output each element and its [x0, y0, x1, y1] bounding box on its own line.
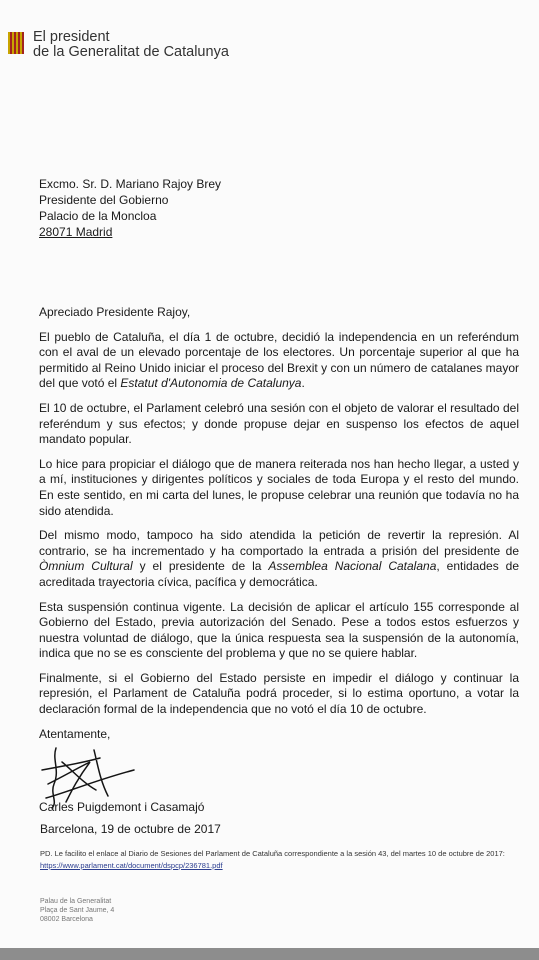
- paragraph-4-middle: y el presidente de la: [132, 559, 269, 574]
- place-and-date: Barcelona, 19 de octubre de 2017: [40, 822, 221, 836]
- recipient-building: Palacio de la Moncloa: [39, 209, 157, 223]
- closing: Atentamente,: [39, 726, 111, 741]
- paragraph-1-text: El pueblo de Cataluña, el día 1 de octubre, decidió la independencia en un referéndum con el aval de un elevado porcentaje de los electores. Un porcentaje superior al que ha permitido al Reino Unido iniciar el proceso del Brexit y con un número de catalanes mayor del que votó el: [39, 329, 519, 391]
- paragraph-4-end: , entidades de acreditada trayectoria cívica, pacífica y democrática.: [39, 559, 519, 589]
- signer-name: Carles Puigdemont i Casamajó: [39, 800, 205, 814]
- paragraph-1-end: .: [301, 376, 305, 391]
- letter-body: [39, 305, 519, 742]
- postscript-link[interactable]: https://www.parlament.cat/document/dspcp/236781.pdf: [40, 860, 223, 870]
- paragraph-4: [39, 528, 519, 590]
- anc-name: Assemblea Nacional Catalana: [268, 559, 437, 574]
- postscript: [40, 848, 525, 871]
- footer-address: [40, 897, 114, 924]
- recipient-title: Presidente del Gobierno: [39, 193, 169, 207]
- footer-line-1: Palau de la Generalitat: [40, 898, 112, 905]
- recipient-postcode-city: 28071 Madrid: [39, 225, 113, 239]
- paragraph-5: Esta suspensión continua vigente. La decisión de aplicar el artículo 155 corresponde al Gobierno del Estado, previa autorización del Senado. Pese a todos estos esfuerzos y nuestra voluntad de diálogo, que la única respuesta sea la suspensión de la autonomía, indica que no se es consciente del problema y que no se quiere hablar.: [39, 599, 519, 661]
- greeting: Apreciado Presidente Rajoy,: [39, 305, 191, 319]
- catalan-flag-icon: [8, 32, 24, 54]
- paragraph-4-text: Del mismo modo, tampoco ha sido atendida la petición de revertir la represión. Al contrario, se ha incrementado y ha comportado la entrada a prisión del presidente de: [39, 528, 519, 558]
- statute-name: Estatut d'Autonomia de Catalunya: [120, 376, 302, 391]
- omnium-name: Òmnium Cultural: [39, 559, 133, 574]
- footer-line-3: 08002 Barcelona: [40, 916, 93, 923]
- bottom-strip: [0, 948, 539, 960]
- recipient-name: Excmo. Sr. D. Mariano Rajoy Brey: [39, 177, 222, 191]
- paragraph-1: [39, 330, 519, 392]
- recipient-address: [39, 176, 221, 240]
- letterhead-line-2: de la Generalitat de Catalunya: [33, 44, 229, 60]
- paragraph-6: Finalmente, si el Gobierno del Estado persiste en impedir el diálogo y continuar la represión, el Parlament de Cataluña podrá proceder, si lo estima oportuno, a votar la declaración formal de la independencia que no votó el día 10 de octubre.: [39, 670, 519, 717]
- letterhead-line-1: El president: [33, 29, 110, 45]
- paragraph-2: El 10 de octubre, el Parlament celebró una sesión con el objeto de valorar el resultado del referéndum y sus efectos; y donde propuse dejar en suspenso los efectos de aquel mandato popular.: [39, 400, 519, 447]
- paragraph-3: Lo hice para propiciar el diálogo que de manera reiterada nos han hecho llegar, a usted y a mí, instituciones y dirigentes políticos y sociales de toda Europa y el resto del mundo. En este sentido, en mi carta del lunes, le propuse celebrar una reunión que todavía no ha sido atendida.: [39, 456, 519, 518]
- footer-line-2: Plaça de Sant Jaume, 4: [40, 907, 115, 914]
- postscript-text: PD. Le facilito el enlace al Diario de Sesiones del Parlament de Cataluña correspondiente a la sesión 43, del martes 10 de octubre de 2017:: [40, 849, 505, 858]
- letterhead-text: [33, 30, 273, 60]
